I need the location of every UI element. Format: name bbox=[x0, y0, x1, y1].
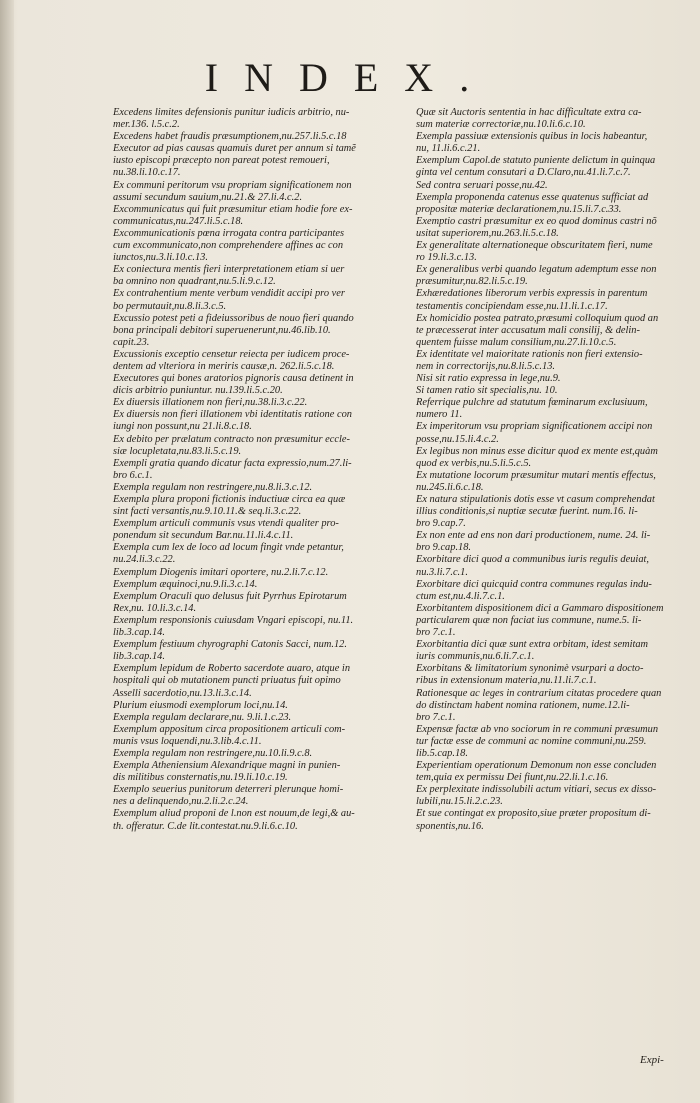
index-entry-line: Exemplum responsionis cuiusdam Vngari episcopi, nu.11. bbox=[113, 614, 354, 626]
index-entry-line: assumi secundum sauium,nu.21.& 27.li.4.c.2. bbox=[113, 191, 303, 203]
index-entry-line: Exemptio castri præsumitur ex eo quod dominus castri nõ bbox=[416, 215, 657, 227]
index-entry-line: Ex communi peritorum vsu propriam significationem non bbox=[113, 179, 352, 191]
index-entry-line: Ex generalibus verbi quando legatum ademptum esse non bbox=[416, 264, 657, 276]
index-entry bbox=[113, 131, 403, 143]
index-entry bbox=[416, 663, 678, 687]
index-entry bbox=[416, 446, 678, 470]
index-entry-line: bona principali debitori superuenerunt,nu.46.lib.10. bbox=[113, 324, 331, 336]
index-entry-line: usitat superiorem,nu.263.li.5.c.18. bbox=[416, 227, 559, 239]
index-entry bbox=[416, 639, 678, 663]
index-entry-line: Exemplum lepidum de Roberto sacerdote auaro, atque in bbox=[113, 663, 351, 675]
index-entry-line: Exemplum Capol.de statuto puniente delictum in quinqua bbox=[416, 155, 656, 167]
index-entry bbox=[113, 180, 403, 204]
index-entry-line: propositæ materiæ declarationem,nu.15.li.7.c.33. bbox=[416, 203, 622, 215]
index-entry bbox=[113, 313, 403, 349]
index-entry bbox=[416, 579, 678, 603]
index-entry-line: posse,nu.15.li.4.c.2. bbox=[416, 433, 499, 445]
index-entry bbox=[113, 579, 403, 591]
index-entry bbox=[416, 155, 678, 179]
index-entry bbox=[113, 808, 403, 832]
index-entry-line: Excussio potest peti a fideiussoribus de nouo fieri quando bbox=[113, 312, 354, 324]
index-entry-line: nu.245.li.6.c.18. bbox=[416, 481, 484, 493]
index-entry-line: iuris communis,nu.6.li.7.c.1. bbox=[416, 651, 535, 663]
index-entry-line: Nisi sit ratio expressa in lege,nu.9. bbox=[416, 373, 561, 385]
index-entry-line: Ex diuersis illationem non fieri,nu.38.li.3.c.22. bbox=[113, 397, 308, 409]
index-entry bbox=[113, 397, 403, 409]
index-entry-line: hospitali qui ob mutationem puncti priuatus fuit opimo bbox=[113, 675, 341, 687]
index-entry-line: præsumitur,nu.82.li.5.c.19. bbox=[416, 276, 528, 288]
index-entry bbox=[416, 240, 678, 264]
index-entry bbox=[416, 421, 678, 445]
index-entry bbox=[113, 712, 403, 724]
index-entry-line: th. offeratur. C.de lit.contestat.nu.9.li.6.c.10. bbox=[113, 820, 298, 832]
index-entry-line: lubili,nu.15.li.2.c.23. bbox=[416, 796, 503, 808]
index-entry bbox=[416, 603, 678, 639]
index-entry-line: Ex legibus non minus esse dicitur quod ex mente est,quàm bbox=[416, 445, 658, 457]
index-entry bbox=[113, 458, 403, 482]
index-entry bbox=[416, 494, 678, 530]
index-entry bbox=[416, 180, 678, 192]
index-entry-line: mer.136. l.5.c.2. bbox=[113, 119, 180, 131]
index-entry-line: bo permutauit,nu.8.li.3.c.5. bbox=[113, 300, 227, 312]
index-entry-line: Exemplum festiuum chyrographi Catonis Sacci, num.12. bbox=[113, 639, 347, 651]
index-entry-line: Exemplo seuerius punitorum deterreri plerunque homi- bbox=[113, 784, 344, 796]
index-entry bbox=[113, 204, 403, 228]
index-entry bbox=[416, 724, 678, 760]
index-entry-line: Exempla regulam non restringere,nu.8.li.3.c.12. bbox=[113, 481, 313, 493]
index-entry-line: Sed contra seruari posse,nu.42. bbox=[416, 179, 548, 191]
index-entry-line: lib.5.cap.18. bbox=[416, 747, 468, 759]
index-entry bbox=[416, 107, 678, 131]
index-entry bbox=[416, 530, 678, 554]
index-entry-line: Rex,nu. 10.li.3.c.14. bbox=[113, 602, 197, 614]
right-index-column bbox=[416, 107, 678, 833]
index-entry-line: Quæ sit Auctoris sententia in hac difficultate extra ca- bbox=[416, 107, 642, 118]
index-entry bbox=[416, 288, 678, 312]
index-entry-line: Exorbitantem dispositionem dici a Gammaro dispositionem bbox=[416, 602, 664, 614]
index-entry-line: Rationesque ac leges in contrarium citatas procedere quan bbox=[416, 687, 662, 699]
index-entry bbox=[113, 494, 403, 518]
index-entry-line: nu.24.li.3.c.22. bbox=[113, 554, 176, 566]
index-entry-line: Ex imperitorum vsu propriam significationem accipi non bbox=[416, 421, 653, 433]
index-entry-line: quentem fuisse malum consilium,nu.27.li.10.c.5. bbox=[416, 336, 617, 348]
index-entry-line: lib.3.cap.14. bbox=[113, 627, 165, 639]
index-entry bbox=[416, 397, 678, 421]
index-entry-line: iungi non possunt,nu 21.li.8.c.18. bbox=[113, 421, 252, 433]
index-entry-line: Exemplum articuli communis vsus vtendi qualiter pro- bbox=[113, 518, 339, 530]
index-entry bbox=[113, 663, 403, 699]
index-entry bbox=[113, 228, 403, 264]
index-entry-line: Exemplum æquinoci,nu.9.li.3.c.14. bbox=[113, 578, 258, 590]
index-entry-line: Exorbitantia dici quæ sunt extra orbitam, idest semitam bbox=[416, 639, 649, 651]
index-entry bbox=[113, 591, 403, 615]
index-entry-line: cum excommunicato,non comprehendere affines ac con bbox=[113, 240, 344, 252]
index-entry bbox=[113, 482, 403, 494]
index-entry-line: ctum est,nu.4.li.7.c.1. bbox=[416, 590, 505, 602]
index-entry-line: tur factæ esse de communi ac nomine communi,nu.259. bbox=[416, 735, 647, 747]
index-entry-line: ponendum sit secundum Bar.nu.11.li.4.c.11. bbox=[113, 530, 294, 542]
index-entry-line: communicatus,nu.247.li.5.c.18. bbox=[113, 215, 244, 227]
index-entry-line: iunctos,nu.3.li.10.c.13. bbox=[113, 252, 208, 264]
index-entry bbox=[416, 385, 678, 397]
index-entry-line: Exhæredationes liberorum verbis expressis in parentum bbox=[416, 288, 648, 300]
index-entry bbox=[113, 518, 403, 542]
index-entry-line: Ex non ente ad ens non dari productionem, nume. 24. li- bbox=[416, 530, 651, 542]
index-entry bbox=[113, 700, 403, 712]
index-entry-line: Exempli gratia quando dicatur facta expressio,num.27.li- bbox=[113, 457, 352, 469]
index-entry-line: ba omnino non quadrant,nu.5.li.9.c.12. bbox=[113, 276, 276, 288]
index-entry bbox=[416, 760, 678, 784]
index-entry bbox=[416, 131, 678, 155]
index-entry-line: Ex contrahentium mente verbum vendidit accipi pro ver bbox=[113, 288, 345, 300]
index-entry-line: Exemplum Oraculi quo delusus fuit Pyrrhus Epirotarum bbox=[113, 590, 347, 602]
index-entry-line: lib.3.cap.14. bbox=[113, 651, 165, 663]
index-entry-line: sponentis,nu.16. bbox=[416, 820, 484, 832]
index-entry-line: Experientiam operationum Demonum non esse concluden bbox=[416, 760, 657, 772]
index-entry-line: Exemplum appositum circa propositionem articuli com- bbox=[113, 723, 346, 735]
index-entry-line: particularem quæ non faciat ius commune, nume.5. li- bbox=[416, 614, 642, 626]
index-entry-line: Exemplum aliud proponi de l.non est nouum,de legi,& au- bbox=[113, 808, 355, 820]
index-entry-line: Excedens habet fraudis præsumptionem,nu.257.li.5.c.18 bbox=[113, 131, 347, 143]
index-entry bbox=[113, 288, 403, 312]
index-entry-line: bro 7.c.1. bbox=[416, 627, 456, 639]
index-entry-line: dentem ad vlteriora in meriris causæ,n. 262.li.5.c.18. bbox=[113, 360, 335, 372]
index-entry-line: nu, 11.li.6.c.21. bbox=[416, 143, 481, 155]
index-entry bbox=[113, 349, 403, 373]
index-entry-line: Ex natura stipulationis dotis esse vt casum comprehendat bbox=[416, 494, 655, 505]
index-entry-line: ro 19.li.3.c.13. bbox=[416, 252, 477, 264]
index-entry-line: bro 9.cap.7. bbox=[416, 518, 466, 530]
index-entry bbox=[416, 373, 678, 385]
index-entry-line: capit.23. bbox=[113, 336, 150, 348]
index-entry-line: Excedens limites defensionis punitur iudicis arbitrio, nu- bbox=[113, 107, 350, 118]
index-entry-line: bro 9.cap.18. bbox=[416, 542, 472, 554]
page-title: INDEX. bbox=[204, 55, 496, 100]
index-entry-line: sum materiæ correctoriæ,nu.10.li.6.c.10. bbox=[416, 119, 586, 131]
index-entry bbox=[416, 470, 678, 494]
index-entry-line: Ex homicidio postea patrato,præsumi colloquium quod an bbox=[416, 312, 659, 324]
index-entry-line: Ex debito per prælatum contracto non præsumitur eccle- bbox=[113, 433, 350, 445]
index-entry bbox=[113, 107, 403, 131]
index-entry-line: do distinctam habent nomina rationem, nume.12.li- bbox=[416, 699, 630, 711]
index-entry-line: Exorbitans & limitatorium synonimè vsurpari a docto- bbox=[416, 663, 644, 675]
index-entry-line: nu.38.li.10.c.17. bbox=[113, 167, 181, 179]
index-entry bbox=[416, 216, 678, 240]
index-entry-line: Ex mutatione locorum præsumitur mutari mentis effectus, bbox=[416, 469, 656, 481]
index-entry-line: Executor ad pias causas quamuis duret per annum si tamẽ bbox=[113, 143, 356, 155]
index-entry-line: Exempla Atheniensium Alexandrique magni in punien- bbox=[113, 760, 341, 772]
index-entry-line: Exempla passiuæ extensionis quibus in locis habeantur, bbox=[416, 131, 648, 143]
index-entry-line: bro 6.c.1. bbox=[113, 469, 153, 481]
index-entry-line: Asselli sacerdotio,nu.13.li.3.c.14. bbox=[113, 687, 252, 699]
index-entry-line: Si tamen ratio sit specialis,nu. 10. bbox=[416, 385, 558, 397]
index-entry-line: Ex generalitate alternationeque obscuritatem fieri, nume bbox=[416, 240, 653, 252]
index-entry bbox=[113, 639, 403, 663]
index-entry-line: Ex identitate vel maioritate rationis non fieri extensio- bbox=[416, 348, 643, 360]
index-entry-line: Ex diuersis non fieri illationem vbi identitatis ratione con bbox=[113, 409, 352, 421]
index-entry bbox=[416, 313, 678, 349]
index-entry bbox=[113, 264, 403, 288]
index-entry-line: Exemplum Diogenis imitari oportere, nu.2.li.7.c.12. bbox=[113, 566, 329, 578]
index-entry-line: te præcesserat inter accusatum mali consilij, & delin- bbox=[416, 324, 640, 336]
index-entry-line: Excommunicatus qui fuit præsumitur etiam hodie fore ex- bbox=[113, 203, 353, 215]
index-entry-line: Exempla plura proponi fictionis inductiuæ circa ea quæ bbox=[113, 494, 346, 505]
index-entry-line: dis militibus consternatis,nu.19.li.10.c.19. bbox=[113, 772, 288, 784]
index-entry-line: Exorbitare dici quod a communibus iuris regulis deuiat, bbox=[416, 554, 650, 566]
index-entry-line: Ex coniectura mentis fieri interpretationem etiam si uer bbox=[113, 264, 345, 276]
catchword: Expi- bbox=[640, 1054, 664, 1066]
index-entry-line: Exempla proponenda catenus esse quatenus sufficiat ad bbox=[416, 191, 649, 203]
index-entry bbox=[416, 349, 678, 373]
index-entry bbox=[113, 724, 403, 748]
index-entry-line: numero 11. bbox=[416, 409, 463, 421]
index-entry bbox=[416, 192, 678, 216]
index-entry bbox=[416, 554, 678, 578]
index-entry-line: Ex perplexitate indissolubili actum vitiari, secus ex disso- bbox=[416, 784, 657, 796]
index-entry-line: Et sue contingat ex proposito,siue præter propositum di- bbox=[416, 808, 651, 820]
index-entry-line: iusto episcopi præcepto non pareat potest remoueri, bbox=[113, 155, 330, 167]
index-entry-line: Referrique pulchre ad statutum fœminarum exclusiuum, bbox=[416, 397, 648, 409]
index-entry bbox=[113, 373, 403, 397]
index-entry bbox=[113, 748, 403, 760]
index-entry-line: Exempla regulam non restringere,nu.10.li.9.c.8. bbox=[113, 747, 313, 759]
index-entry-line: Exorbitare dici quicquid contra communes regulas indu- bbox=[416, 578, 652, 590]
index-entry-line: Expensæ factæ ab vno sociorum in re communi præsumun bbox=[416, 723, 659, 735]
left-index-column bbox=[113, 107, 403, 833]
index-entry-line: siæ locupletata,nu.83.li.5.c.19. bbox=[113, 445, 242, 457]
index-entry-line: bro 7.c.1. bbox=[416, 711, 456, 723]
index-entry bbox=[113, 784, 403, 808]
index-entry bbox=[113, 143, 403, 179]
index-entry-line: testamentis concipiendam esse,nu.11.li.1.c.17. bbox=[416, 300, 608, 312]
index-entry-line: Exempla regulam declarare,nu. 9.li.1.c.23. bbox=[113, 711, 292, 723]
index-entry-line: quod ex verbis,nu.5.li.5.c.5. bbox=[416, 457, 532, 469]
index-entry-line: ribus in extensionum materia,nu.11.li.7.c.1. bbox=[416, 675, 597, 687]
index-entry-line: nu.3.li.7.c.1. bbox=[416, 566, 468, 578]
index-entry-line: nes a delinquendo,nu.2.li.2.c.24. bbox=[113, 796, 249, 808]
index-entry-line: illius conditionis,si nuptiæ secutæ fuerint. num.16. li- bbox=[416, 506, 638, 518]
index-entry-line: sint facti versantis,nu.9.10.11.& seq.li.3.c.22. bbox=[113, 506, 302, 518]
index-entry-line: nem in correctorijs,nu.8.li.5.c.13. bbox=[416, 360, 556, 372]
index-entry bbox=[113, 615, 403, 639]
index-entry bbox=[416, 264, 678, 288]
index-entry-line: Exempla cum lex de loco ad locum fingit vnde petantur, bbox=[113, 542, 344, 554]
index-entry-line: Plurium eiusmodi exemplorum loci,nu.14. bbox=[113, 699, 288, 711]
binding-gutter bbox=[0, 0, 14, 1103]
index-entry-line: Excommunicationis pœna irrogata contra participantes bbox=[113, 227, 345, 239]
index-entry bbox=[416, 808, 678, 832]
index-entry-line: munis vsus loquendi,nu.3.lib.4.c.11. bbox=[113, 735, 262, 747]
index-entry-line: Executores qui bones aratorios pignoris causa detinent in bbox=[113, 373, 354, 385]
index-entry-line: Excussionis exceptio censetur reiecta per iudicem proce- bbox=[113, 348, 350, 360]
index-entry-line: tem,quia ex permissu Dei fiunt,nu.22.li.1.c.16. bbox=[416, 772, 609, 784]
index-entry bbox=[113, 760, 403, 784]
index-entry bbox=[113, 409, 403, 433]
index-entry bbox=[113, 434, 403, 458]
index-entry bbox=[113, 542, 403, 566]
index-entry-line: ginta vel centum consutari a D.Claro,nu.41.li.7.c.7. bbox=[416, 167, 631, 179]
index-entry bbox=[416, 784, 678, 808]
index-entry bbox=[416, 688, 678, 724]
index-entry bbox=[113, 567, 403, 579]
index-entry-line: dicis arbitrio puniuntur. nu.139.li.5.c.20. bbox=[113, 385, 283, 397]
